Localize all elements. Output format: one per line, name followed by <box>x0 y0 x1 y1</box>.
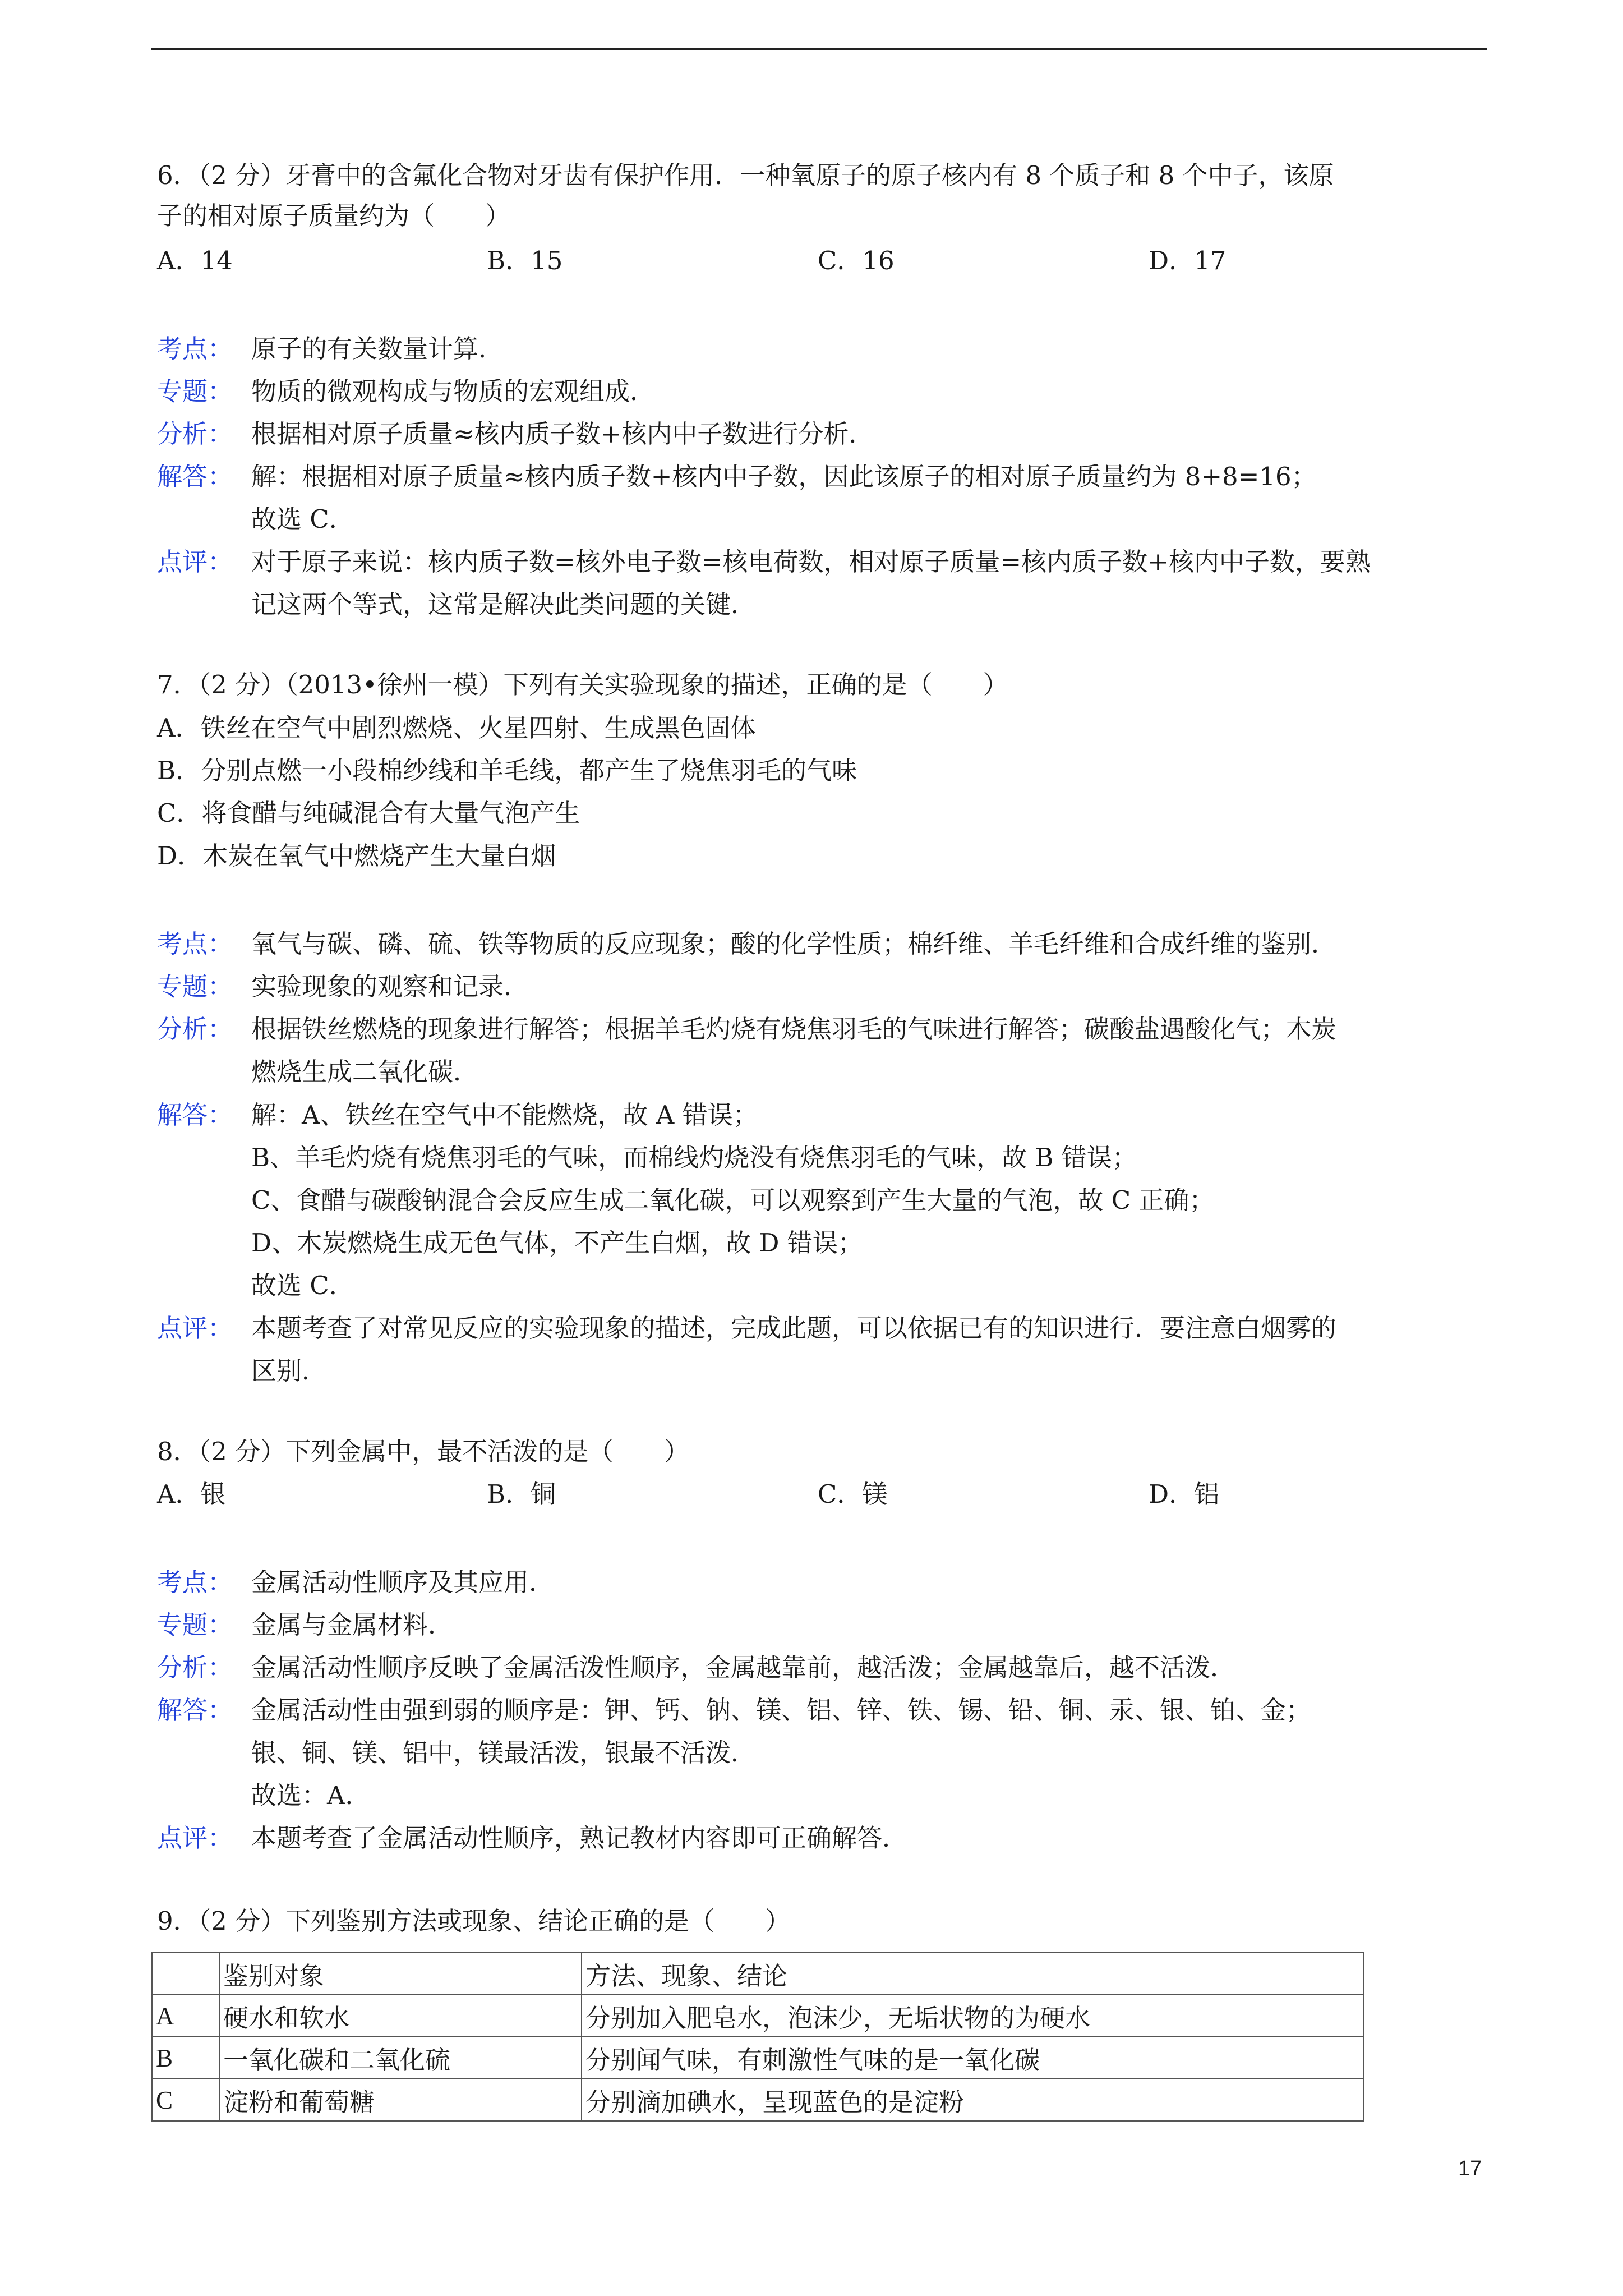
q7-jieda-line4: D、木炭燃烧生成无色气体，不产生白烟，故 D 错误； <box>251 1228 863 1258</box>
q9-table <box>151 1952 1364 2122</box>
q8-dianping-label: 点评： <box>157 1823 233 1853</box>
q8-kaodian-text: 金属活动性顺序及其应用． <box>251 1567 555 1597</box>
q7-jieda-line2: B、羊毛灼烧有烧焦羽毛的气味，而棉线灼烧没有烧焦羽毛的气味，故 B 错误； <box>251 1143 1137 1172</box>
q8-kaodian-label: 考点： <box>157 1567 233 1597</box>
table-cell: A <box>152 1995 219 2037</box>
q8-zhuanti-label: 专题： <box>157 1610 233 1640</box>
q7-jieda-line5: 故选 C． <box>251 1271 354 1300</box>
q7-option-c: C．将食醋与纯碱混合有大量气泡产生 <box>157 798 580 828</box>
q8-fenxi-text: 金属活动性顺序反映了金属活泼性顺序，金属越靠前，越活泼；金属越靠后，越不活泼． <box>251 1653 1236 1682</box>
q6-jieda-label: 解答： <box>157 462 233 491</box>
q7-stem: 7．（2 分）（2013•徐州一模）下列有关实验现象的描述，正确的是（ ） <box>157 670 1008 700</box>
q6-fenxi-text: 根据相对原子质量≈核内质子数+核内中子数进行分析． <box>251 419 874 449</box>
table-row <box>152 2079 1363 2121</box>
table-cell <box>152 1953 219 1995</box>
q7-jieda-line3: C、食醋与碳酸钠混合会反应生成二氧化碳，可以观察到产生大量的气泡，故 C 正确； <box>251 1185 1215 1215</box>
q6-jieda-line1: 解：根据相对原子质量≈核内质子数+核内中子数，因此该原子的相对原子质量约为 8+8=16； <box>251 462 1317 491</box>
q7-fenxi-line2: 燃烧生成二氧化碳． <box>251 1057 479 1087</box>
table-header: 鉴别对象 <box>219 1953 582 1995</box>
q6-stem-line2: 子的相对原子质量约为（ ） <box>157 201 511 231</box>
q8-fenxi-label: 分析： <box>157 1653 233 1682</box>
q7-zhuanti-label: 专题： <box>157 972 233 1001</box>
q7-option-d: D．木炭在氧气中燃烧产生大量白烟 <box>157 841 556 871</box>
table-cell: 分别闻气味，有刺激性气味的是一氧化碳 <box>582 2037 1363 2079</box>
q7-dianping-label: 点评： <box>157 1313 233 1343</box>
q9-stem: 9．（2 分）下列鉴别方法或现象、结论正确的是（ ） <box>157 1906 791 1936</box>
table-cell: 分别滴加碘水，呈现蓝色的是淀粉 <box>582 2079 1363 2121</box>
table-row <box>152 1995 1363 2037</box>
table-cell: B <box>152 2037 219 2079</box>
q7-dianping-line2: 区别． <box>251 1356 328 1386</box>
q6-zhuanti-label: 专题： <box>157 376 233 406</box>
q8-option-c: C．镁 <box>818 1479 888 1509</box>
q6-dianping-line1: 对于原子来说：核内质子数=核外电子数=核电荷数，相对原子质量=核内质子数+核内中子数，要熟 <box>251 547 1371 577</box>
q8-stem: 8．（2 分）下列金属中，最不活泼的是（ ） <box>157 1437 690 1466</box>
page-number: 17 <box>1458 2157 1482 2180</box>
q7-zhuanti-text: 实验现象的观察和记录． <box>251 972 529 1001</box>
q7-jieda-label: 解答： <box>157 1100 233 1130</box>
q6-jieda-line2: 故选 C． <box>251 504 354 534</box>
q8-jieda-line2: 银、铜、镁、铝中，镁最活泼，银最不活泼． <box>251 1738 757 1768</box>
q6-fenxi-label: 分析： <box>157 419 233 449</box>
table-cell: 分别加入肥皂水，泡沫少，无垢状物的为硬水 <box>582 1995 1363 2037</box>
q6-kaodian-label: 考点： <box>157 334 233 364</box>
q6-zhuanti-text: 物质的微观构成与物质的宏观组成． <box>251 376 656 406</box>
table-cell: 硬水和软水 <box>219 1995 582 2037</box>
q6-option-b: B．15 <box>487 246 563 275</box>
q8-zhuanti-text: 金属与金属材料． <box>251 1610 454 1640</box>
q8-jieda-line1: 金属活动性由强到弱的顺序是：钾、钙、钠、镁、铝、锌、铁、锡、铅、铜、汞、银、铂、金； <box>251 1695 1312 1725</box>
q6-dianping-label: 点评： <box>157 547 233 577</box>
q7-fenxi-label: 分析： <box>157 1014 233 1044</box>
q8-option-d: D．铝 <box>1149 1479 1220 1509</box>
q6-option-c: C．16 <box>818 246 895 275</box>
q7-kaodian-text: 氧气与碳、磷、硫、铁等物质的反应现象；酸的化学性质；棉纤维、羊毛纤维和合成纤维的鉴别． <box>251 929 1337 959</box>
q6-kaodian-text: 原子的有关数量计算． <box>251 334 504 364</box>
q8-option-a: A．银 <box>157 1479 226 1509</box>
q6-stem-line1: 6．（2 分）牙膏中的含氟化合物对牙齿有保护作用．一种氧原子的原子核内有 8 个质子和 8 个中子，该原 <box>157 160 1334 190</box>
q6-option-d: D．17 <box>1149 246 1227 275</box>
q7-option-b: B．分别点燃一小段棉纱线和羊毛线，都产生了烧焦羽毛的气味 <box>157 756 857 785</box>
table-row <box>152 1953 1363 1995</box>
table-cell: 一氧化碳和二氧化硫 <box>219 2037 582 2079</box>
q6-option-a: A．14 <box>157 246 233 275</box>
q7-dianping-line1: 本题考查了对常见反应的实验现象的描述，完成此题，可以依据已有的知识进行．要注意白烟雾的 <box>251 1313 1337 1343</box>
q8-option-b: B．铜 <box>487 1479 556 1509</box>
q8-jieda-label: 解答： <box>157 1695 233 1725</box>
q6-dianping-line2: 记这两个等式，这常是解决此类问题的关键． <box>251 590 757 619</box>
q7-kaodian-label: 考点： <box>157 929 233 959</box>
q7-jieda-line1: 解：A、铁丝在空气中不能燃烧，故 A 错误； <box>251 1100 758 1130</box>
header-rule <box>151 48 1487 50</box>
q7-fenxi-line1: 根据铁丝燃烧的现象进行解答；根据羊毛灼烧有烧焦羽毛的气味进行解答；碳酸盐遇酸化气；木炭 <box>251 1014 1337 1044</box>
q7-option-a: A．铁丝在空气中剧烈燃烧、火星四射、生成黑色固体 <box>157 713 756 743</box>
q8-jieda-line3: 故选：A． <box>251 1780 371 1810</box>
q8-dianping-text: 本题考查了金属活动性顺序，熟记教材内容即可正确解答． <box>251 1823 908 1853</box>
table-cell: C <box>152 2079 219 2121</box>
table-row <box>152 2037 1363 2079</box>
table-header: 方法、现象、结论 <box>582 1953 1363 1995</box>
table-cell: 淀粉和葡萄糖 <box>219 2079 582 2121</box>
